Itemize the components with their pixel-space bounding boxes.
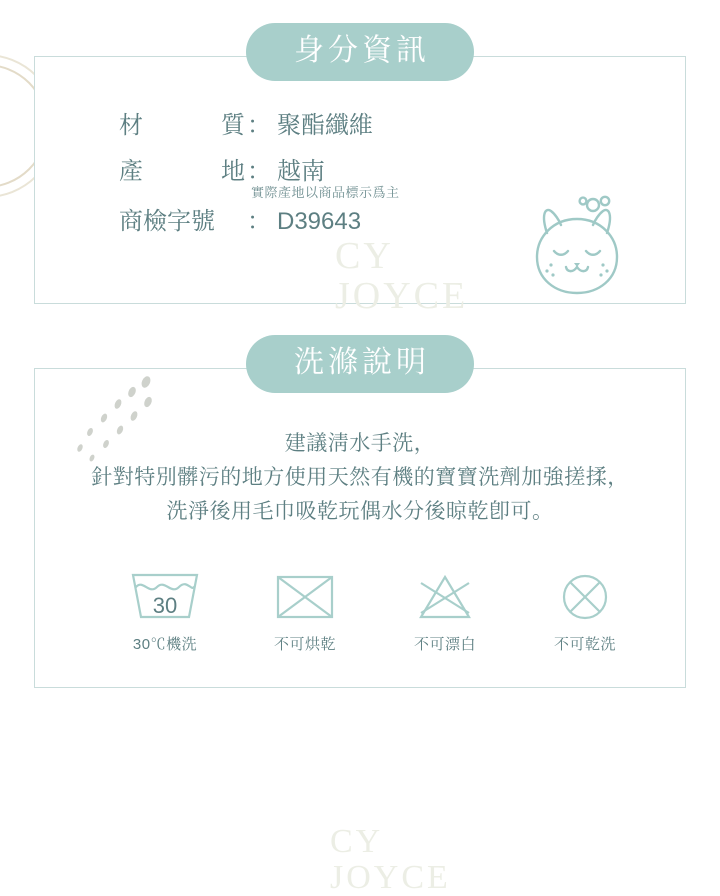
wash-instruction-line-3: 洗淨後用毛巾吸乾玩偶水分後晾乾卽可。 (166, 500, 554, 524)
identity-panel-title: 身分資訊 (246, 23, 474, 81)
brand-watermark-line1: CY (335, 235, 394, 277)
wash-instruction-line-2: 針對特別髒污的地方使用天然有機的寶寶洗劑加強搓揉， (91, 466, 629, 490)
identity-info-panel (34, 34, 686, 317)
spec-row-certificate (119, 209, 400, 235)
wash-panel-title: 洗滌說明 (246, 335, 474, 393)
no-dry-clean-icon (539, 565, 631, 627)
wash-symbol-no-bleach (399, 565, 491, 654)
wash-symbol-caption-no-tumble-dry: 不可烘乾 (273, 636, 336, 653)
identity-spec-list (119, 113, 400, 235)
spec-label-certificate: 商檢字號 (119, 207, 215, 235)
svg-text:30: 30 (152, 593, 178, 618)
spec-label-origin-char2: 地 (221, 158, 245, 186)
water-droplets-decoration (62, 372, 172, 468)
no-bleach-icon (399, 565, 491, 627)
origin-disclaimer-note: 實際產地以商品標示爲主 (251, 184, 400, 200)
brand-watermark (335, 237, 468, 317)
cat-face-icon (521, 193, 633, 303)
wash-symbol-caption-no-bleach: 不可漂白 (413, 636, 476, 653)
wash-symbol-caption-no-dry-clean: 不可乾洗 (553, 636, 616, 653)
spec-value-certificate: D39643 (277, 207, 362, 235)
spec-value-material: 聚酯纖維 (277, 112, 373, 139)
spec-value-origin: 越南 (277, 158, 325, 186)
machine-wash-30-icon (119, 565, 211, 627)
wash-symbol-machine-wash (119, 565, 211, 654)
spec-label-origin-char1: 產 (119, 158, 143, 186)
spec-label-material-char2: 質 (221, 112, 245, 139)
spec-colon-material: ： (247, 112, 271, 139)
brand-watermark-secondary-line2: JOYCE (330, 858, 451, 896)
wash-instruction-line-1: 建議淸水手洗， (284, 432, 436, 455)
wash-symbol-no-dry-clean (539, 565, 631, 654)
brand-watermark-line2: JOYCE (335, 274, 469, 317)
spec-label-origin (119, 159, 245, 185)
wash-symbol-row (119, 565, 631, 654)
spec-label-material-char1: 材 (119, 112, 143, 139)
spec-row-material (119, 113, 400, 139)
spec-label-material (119, 113, 245, 139)
wash-symbol-no-tumble-dry (259, 565, 351, 654)
wash-symbol-caption-machine-wash: 30℃機洗 (132, 636, 198, 653)
no-tumble-dry-icon (259, 565, 351, 627)
brand-watermark-secondary (330, 824, 451, 895)
brand-watermark-secondary-line1: CY (330, 823, 384, 860)
spec-colon-certificate: ： (247, 207, 271, 235)
spec-colon-origin: ： (247, 158, 271, 186)
